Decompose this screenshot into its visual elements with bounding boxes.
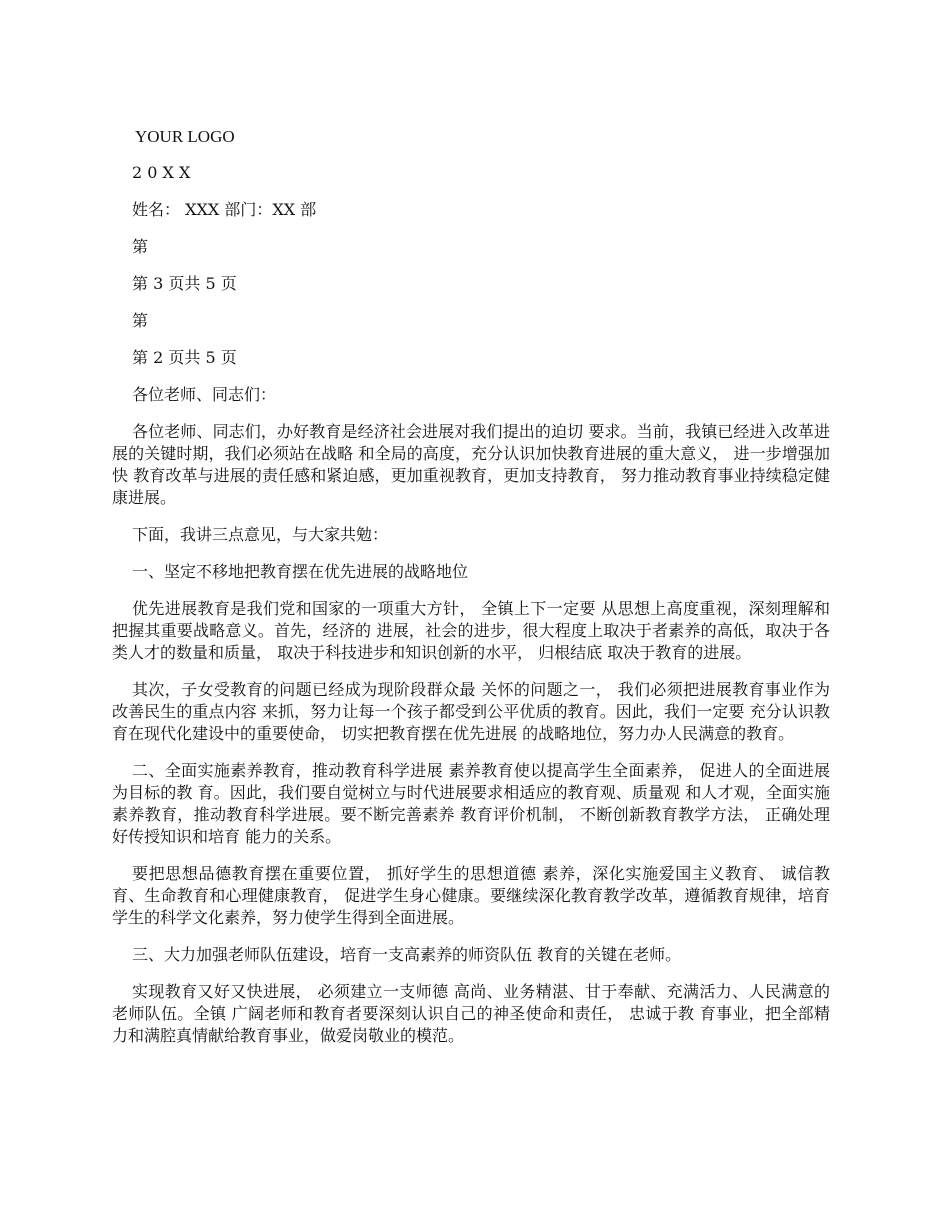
section-heading: 一、坚定不移地把教育摆在优先进展的战略地位: [132, 562, 469, 581]
body-paragraph: 要把思想品德教育摆在重要位置， 抓好学生的思想道德 素养，深化实施爱国主义教育、 诚信教育、生命教育和心理健康教育， 促进学生身心健康。要继续深化教育教学改革，遵循教育规律，培育 学生的科学文化素养，努力使学生得到全面进展。: [112, 864, 830, 927]
page-marker: 第 2 页共 5 页: [132, 348, 237, 367]
body-paragraph: 各位老师、同志们，办好教育是经济社会进展对我们提出的迫切 要求。当前，我镇已经进入改革进展的关键时期，我们必须站在战略 和全局的高度，充分认识加快教育进展的重大意义， 进一步增强加快 教育改革与进展的责任感和紧迫感，更加重视教育，更加支持教育， 努力推动教育事业持续稳定健康进展。: [112, 422, 830, 507]
body-paragraph: 优先进展教育是我们党和国家的一项重大方针， 全镇上下一定要 从思想上高度重视，深刻理解和把握其重要战略意义。首先，经济的 进展，社会的进步，很大程度上取决于者素养的高低，取决于各 类人才的数量和质量， 取决于科技进步和知识创新的水平， 归根结底 取决于教育的进展。: [112, 599, 830, 662]
document-content: [112, 126, 830, 1062]
salutation: 各位老师、同志们：: [132, 385, 277, 404]
name-department-line: 姓名： XXX 部门：XX 部: [132, 200, 317, 219]
body-paragraph: 其次，子女受教育的问题已经成为现阶段群众最 关怀的问题之一， 我们必须把进展教育事业作为改善民生的重点内容 来抓，努力让每一个孩子都受到公平优质的教育。因此，我们一定要 充分认识教育在现代化建设中的重要使命， 切实把教育摆在优先进展 的战略地位，努力办人民满意的教育。: [112, 680, 830, 743]
body-paragraph: 下面，我讲三点意见，与大家共勉：: [132, 525, 389, 544]
page-marker: 第 3 页共 5 页: [132, 274, 237, 293]
logo-text: YOUR LOGO: [135, 127, 235, 146]
page-marker: 第: [132, 311, 149, 330]
section-heading: 三、大力加强老师队伍建设，培育一支高素养的师资队伍 教育的关键在老师。: [132, 945, 682, 964]
page-marker: 第: [132, 237, 149, 256]
body-paragraph: 二、全面实施素养教育，推动教育科学进展 素养教育使以提高学生全面素养， 促进人的全面进展为目标的教 育。因此，我们要自觉树立与时代进展要求相适应的教育观、质量观 和人才观，全面实施素养教育，推动教育科学进展。要不断完善素养 教育评价机制， 不断创新教育教学方法， 正确处理好传授知识和培育 能力的关系。: [112, 761, 830, 846]
body-paragraph: 实现教育又好又快进展， 必须建立一支师德 高尚、业务精湛、甘于奉献、充满活力、人民满意的老师队伍。全镇 广阔老师和教育者要深刻认识自己的神圣使命和责任， 忠诚于教 育事业，把全部精力和满腔真情献给教育事业，做爱岗敬业的模范。: [112, 982, 830, 1045]
year-text: 2 0 X X: [132, 163, 191, 182]
